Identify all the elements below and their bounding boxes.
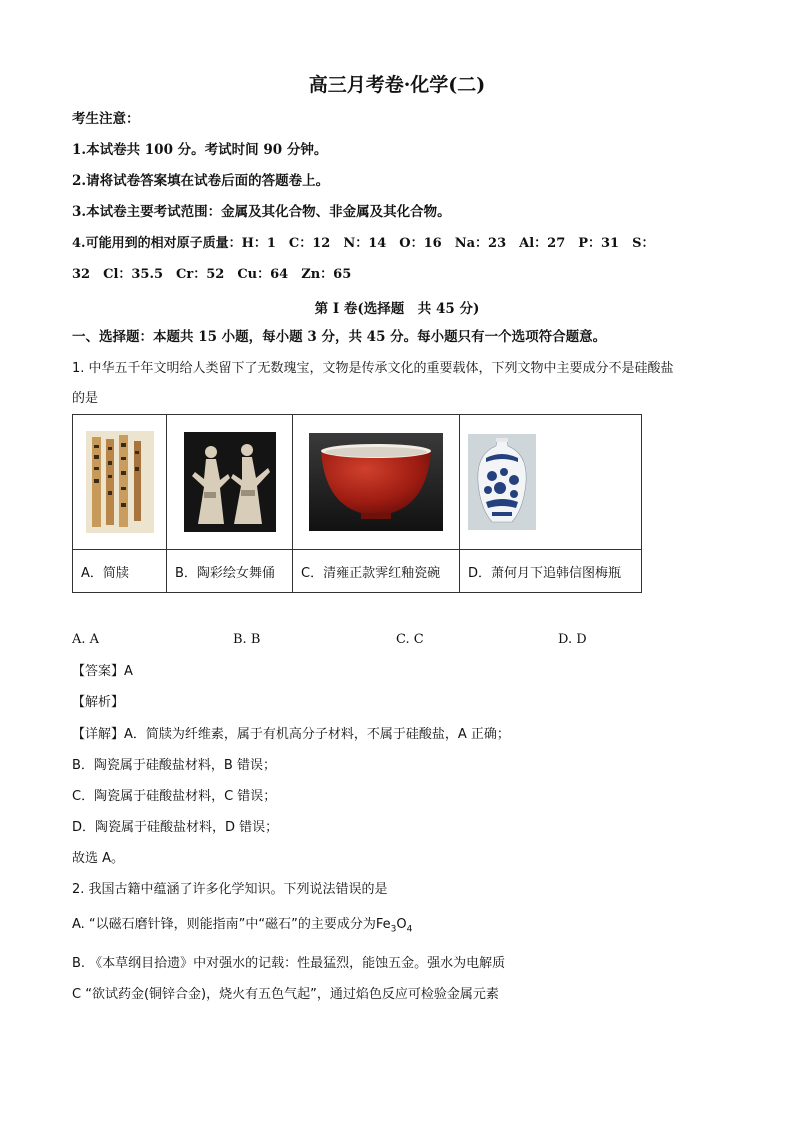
notice-heading: 考生注意： — [72, 111, 140, 127]
q1-detail-line3: C．陶瓷属于硅酸盐材料，C 错误； — [72, 789, 277, 804]
answer-label: 【答案】 — [72, 664, 125, 679]
section-instruction: 一、选择题：本题共 15 小题，每小题 3 分，共 45 分。每小题只有一个选项符合题意。 — [72, 329, 607, 345]
notice-item-3: 3.本试卷主要考试范围：金属及其化合物、非金属及其化合物。 — [72, 204, 451, 220]
fe3o4-formula: $Fe_3O_4$ — [375, 917, 413, 935]
q2-option-a-text: A. “以磁石磨针锋，则能指南”中“磁石”的主要成分为 — [72, 917, 376, 932]
q1-artifact-table — [72, 414, 642, 593]
notice-item-2: 2.请将试卷答案填在试卷后面的答题卷上。 — [72, 173, 330, 189]
q1-option-d: D. D — [558, 632, 587, 647]
section-title: 第 I 卷(选择题 共 45 分) — [314, 301, 480, 317]
q2-option-b: B. 《本草纲目拾遗》中对强水的记载：性最猛烈，能蚀五金。强水为电解质 — [72, 956, 506, 971]
red-porcelain-bowl-icon — [309, 433, 443, 531]
q1-image-cell-d — [460, 415, 642, 550]
q1-option-c: C. C — [396, 632, 424, 647]
blue-white-vase-icon — [468, 434, 536, 530]
q1-stem-line1: 1. 中华五千年文明给人类留下了无数瑰宝，文物是传承文化的重要载体，下列文物中主要成分不是硅酸盐 — [72, 361, 674, 376]
q2-stem: 2. 我国古籍中蕴涵了许多化学知识。下列说法错误的是 — [72, 882, 388, 897]
q1-detail-line1: 【详解】A．简牍为纤维素，属于有机高分子材料，不属于硅酸盐，A 正确； — [72, 727, 510, 742]
q1-image-cell-a — [73, 415, 167, 550]
q1-image-cell-b — [167, 415, 293, 550]
q1-caption-a: A．简牍 — [73, 550, 167, 593]
q1-option-b: B. B — [233, 632, 261, 647]
q2-option-a — [72, 916, 412, 939]
q1-stem-line2: 的是 — [72, 391, 99, 406]
q1-caption-c: C．清雍正款霁红釉瓷碗 — [293, 550, 460, 593]
answer-value: A — [124, 664, 133, 679]
page-title: 高三月考卷·化学(二) — [308, 74, 486, 96]
bamboo-slips-icon — [86, 431, 154, 533]
pottery-dancers-icon — [184, 432, 276, 532]
q1-caption-d: D．萧何月下追韩信图梅瓶 — [460, 550, 642, 593]
q1-analysis-label: 【解析】 — [72, 695, 125, 710]
q1-answer — [72, 663, 133, 681]
q1-conclusion: 故选 A。 — [72, 851, 125, 866]
q1-detail-line2: B．陶瓷属于硅酸盐材料，B 错误； — [72, 758, 276, 773]
q1-image-cell-c — [293, 415, 460, 550]
q1-caption-b: B．陶彩绘女舞俑 — [167, 550, 293, 593]
q1-detail-line4: D．陶瓷属于硅酸盐材料，D 错误； — [72, 820, 279, 835]
notice-item-5: 32 Cl：35.5 Cr：52 Cu：64 Zn：65 — [72, 267, 352, 282]
q2-option-c: C “欲试药金(铜锌合金)，烧火有五色气起”，通过焰色反应可检验金属元素 — [72, 987, 499, 1002]
q1-option-a: A. A — [72, 632, 100, 647]
notice-item-1: 1.本试卷共 100 分。考试时间 90 分钟。 — [72, 142, 328, 158]
notice-item-4: 4.可能用到的相对原子质量：H：1 C：12 N：14 O：16 Na：23 Al：27 P：31 S： — [72, 236, 655, 251]
